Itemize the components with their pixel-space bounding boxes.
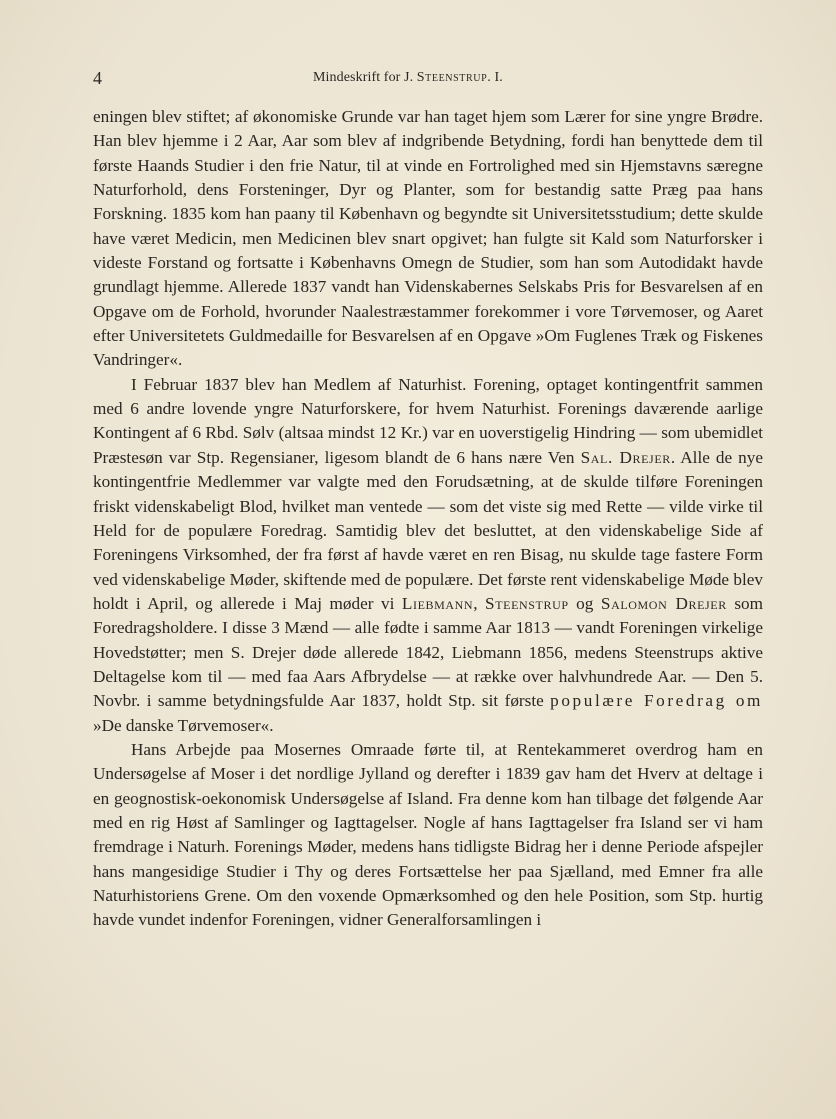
paragraph-2 [93,373,763,738]
page-number: 4 [93,68,102,88]
running-title-prefix: Mindeskrift for J. [313,70,417,85]
paragraph-3: Hans Arbejde paa Mosernes Omraade førte til, at Rentekammeret overdrog ham en Undersøgelse af Moser i det nordlige Jylland og derefter i 1839 gav ham det Hverv at deltage i en geognostisk-oekonomisk Undersøgelse af Island. Fra denne kom han tilbage det følgende Aar med en rig Høst af Samlinger og Iagttagelser. Nogle af hans Iagttagelser fra Island ser vi ham fremdrage i Naturh. Forenings Møder, medens hans tidligste Bidrag her i denne Periode afspejler hans mangesidige Studier i Thy og deres Fortsættelse her paa Sjælland, med Emner fra alle Naturhistoriens Grene. Om den voxende Opmærksomhed og den hele Position, som Stp. hurtig havde vundet indenfor Foreningen, vidner Generalforsamlingen i [93,739,763,930]
paragraph-2-part-e: som Foredragsholdere. I disse 3 Mænd — alle fødte i samme Aar 1813 — vandt Foreningen virkelige Hovedstøtter; men S. Drejer døde allerede 1842, Liebmann 1856, medens Steenstrups aktive Deltagelse kom til — med faa Aars Afbrydelse — at række over halvhundrede Aar. — Den 5. Novbr. i samme betydningsfulde Aar 1837, holdt Stp. sit første [93,593,764,711]
running-title-name: Steenstrup [416,70,488,85]
paragraph-2-part-d: og [568,593,601,613]
paragraph-2-part-c: , [473,593,486,613]
running-title [313,70,503,86]
body-text [93,105,763,933]
paragraph-1: eningen blev stiftet; af økonomiske Grunde var han taget hjem som Lærer for sine yngre Brødre. Han blev hjemme i 2 Aar, Aar som blev af indgribende Betydning, fordi han benyttede dem til første Haands Studier i den frie Natur, til at vinde en Fortrolighed med sin Hjemstavns særegne Naturforhold, dens Forsteninger, Dyr og Planter, som for bestandig satte Præg paa hans Forskning. 1835 kom han paany til København og begyndte sit Universitetsstudium; dette skulde have været Medicin, men Medicinen blev snart opgivet; han fulgte sit Kald som Naturforsker i videste Forstand og fortsatte i Københavns Omegn de Studier, som han som Autodidakt havde grundlagt hjemme. Allerede 1837 vandt han Videnskabernes Selskabs Pris for Besvarelsen af en Opgave om de Forhold, hvorunder Naalestræstammer forekommer i vore Tørvemoser, og Aaret efter Universitetets Guldmedaille for Besvarelsen af en Opgave »Om Fuglenes Træk og Fiskenes Vandringer«. [93,107,763,370]
paragraph-2-part-a: I Februar 1837 blev han Medlem af Naturhist. Forening, optaget kontingentfrit sammen med 6 andre lovende yngre Naturforskere, for hvem Naturhist. Forenings daværende aarlige Kontingent af 6 Rbd. Sølv (altsaa mindst 12 Kr.) var en uoverstigelig Hindring — som ubemidlet Præstesøn var Stp. Regensianer, ligesom blandt de 6 hans nære Ven [93,374,763,467]
page-header [93,68,761,90]
emphasis-populaere-foredrag: populære Foredrag om [550,691,763,711]
paragraph-2-part-b: . Alle de nye kontingentfrie Medlemmer var valgte med den Forudsætning, at de skulde tilføre Foreningen friskt videnskabeligt Blod, hvilket man ventede — som det viste sig med Rette — vilde virke til Held for de populære Foredrag. Samtidig blev det besluttet, at den videnskabelige Side af Foreningens Virksomhed, der fra først af havde været en ren Bisag, nu skulde tage fastere Form ved videnskabelige Møder, skiftende med de populære. Det første rent videnskabelige Møde blev holdt i April, og allerede i Maj møder vi [93,447,764,613]
name-salomon-drejer: Salomon Drejer [600,593,727,613]
name-steenstrup: Steenstrup [485,593,569,613]
running-title-suffix: . I. [487,70,503,85]
name-sal-drejer: Sal. Drejer [580,447,671,467]
paragraph-2-part-f: »De danske Tørvemoser«. [93,715,274,735]
name-liebmann: Liebmann [401,593,474,613]
